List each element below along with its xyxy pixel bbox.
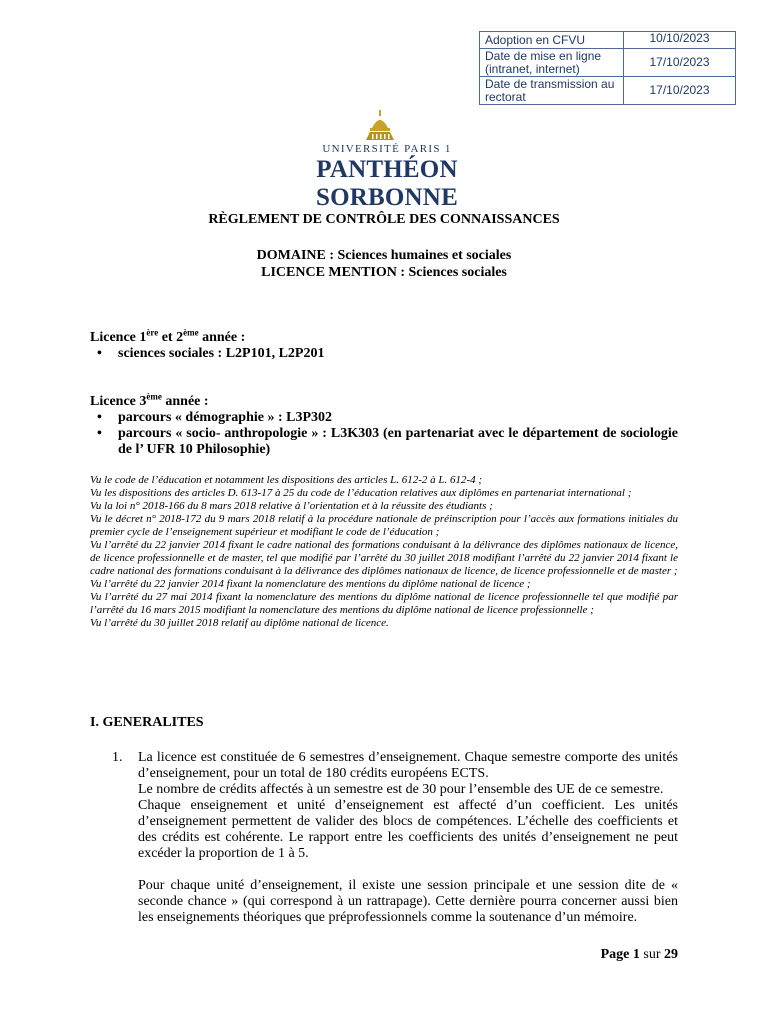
legal-reference: Vu le décret n° 2018-172 du 9 mars 2018 relatif à la procédure nationale de préinscription pour l’accès aux formations initiales du premier cycle de l’enseignement supérieur et modifiant le code de l’éducation ; — [90, 513, 678, 538]
online-label: Date de mise en ligne (intranet, internet) — [480, 49, 624, 77]
item-paragraph: Chaque enseignement et unité d’enseignement est affecté d’un coefficient. Les unités d’enseignement permettent de valider des blocs de compétences. L’échelle des coefficients et des crédits est cohérente. Le rapport entre les coefficients des unités d’enseignement ne peut excéder la proportion de 1 à 5. — [138, 798, 678, 861]
legal-reference: Vu l’arrêté du 22 janvier 2014 fixant la nomenclature des mentions du diplôme national de licence ; — [90, 578, 531, 590]
licence-12-block — [90, 327, 678, 362]
domaine-heading: DOMAINE : Sciences humaines et sociales — [256, 248, 512, 263]
legal-reference: Vu l’arrêté du 27 mai 2014 fixant la nomenclature des mentions du diplôme national de licence professionnelle tel que modifié par l’arrêté du 16 mars 2015 modifiant la nomenclature des mentions du diplôme national de licence professionnelle ; — [90, 591, 678, 616]
legal-reference: Vu l’arrêté du 30 juillet 2018 relatif au diplôme national de licence. — [90, 617, 389, 629]
rectorat-label: Date de transmission au rectorat — [480, 77, 624, 105]
list-item: • parcours « socio- anthropologie » : L3K303 (en partenariat avec le département de sociologie de l’ UFR 10 Philosophie) — [90, 426, 678, 458]
licence-3-list — [90, 410, 678, 458]
page-label: Page — [600, 947, 630, 962]
domain-block — [90, 247, 678, 281]
legal-reference: Vu la loi n° 2018-166 du 8 mars 2018 relative à l’orientation et à la réussite des étudiants ; — [90, 500, 493, 512]
logo-pantheon-text: PANTHÉON SORBONNE — [316, 156, 458, 211]
page-sur: sur — [643, 947, 661, 962]
university-logo — [276, 108, 498, 211]
legal-reference: Vu l’arrêté du 22 janvier 2014 fixant le cadre national des formations conduisant à la délivrance des diplômes nationaux de licence, de licence professionnelle et de master, tel que modifié par l’arrêté du 30 juillet 2018 modifiant l’arrêté du 22 janvier 2014 fixant le cadre national des formations conduisant à la délivrance des diplômes nationaux de licence, de licence professionnelle et de master ; — [90, 539, 678, 577]
item-number: 1. — [112, 750, 123, 765]
adoption-table — [479, 31, 736, 105]
logo-university-text: UNIVERSITÉ PARIS 1 — [322, 143, 452, 155]
licence-3-block — [90, 391, 678, 458]
page-footer — [601, 947, 678, 963]
legal-reference: Vu les dispositions des articles D. 613-17 à 25 du code de l’éducation relatives aux diplômes en partenariat international ; — [90, 487, 632, 499]
adoption-date: 10/10/2023 — [624, 32, 736, 49]
item-paragraph: La licence est constituée de 6 semestres d’enseignement. Chaque semestre comporte des unités d’enseignement, pour un total de 180 crédits européens ECTS. — [138, 750, 678, 781]
list-item: • parcours « démographie » : L3P302 — [90, 410, 678, 426]
numbered-item — [112, 750, 678, 926]
rectorat-date: 17/10/2023 — [624, 77, 736, 105]
page-total: 29 — [664, 947, 678, 962]
list-item: • sciences sociales : L2P101, L2P201 — [90, 346, 678, 362]
adoption-row — [480, 32, 736, 49]
section-heading-generalites: I. GENERALITES — [90, 715, 204, 730]
licence-12-heading: Licence 1ère et 2ème année : — [90, 327, 246, 345]
rectorat-row — [480, 77, 736, 105]
online-date: 17/10/2023 — [624, 49, 736, 77]
item-paragraph: Le nombre de crédits affectés à un semestre est de 30 pour l’ensemble des UE de ce semestre. — [138, 782, 664, 797]
adoption-label: Adoption en CFVU — [480, 32, 624, 49]
licence-3-heading: Licence 3ème année : — [90, 391, 209, 409]
legal-reference: Vu le code de l’éducation et notamment les dispositions des articles L. 612-2 à L. 612-4 ; — [90, 474, 483, 486]
licence-mention-heading: LICENCE MENTION : Sciences sociales — [261, 265, 507, 280]
licence-12-list — [90, 346, 678, 362]
online-row — [480, 49, 736, 77]
pantheon-dome-icon — [276, 108, 498, 148]
item-body — [138, 750, 678, 926]
document-title: RÈGLEMENT DE CONTRÔLE DES CONNAISSANCES — [208, 212, 560, 227]
item-paragraph: Pour chaque unité d’enseignement, il existe une session principale et une session dite de « seconde chance » (qui correspond à un rattrapage). Cette dernière pourra concerner aussi bien les enseignements théoriques que préprofessionnels comme la soutenance d’un mémoire. — [138, 878, 678, 925]
page-number: 1 — [632, 947, 640, 962]
legal-references — [90, 474, 678, 630]
